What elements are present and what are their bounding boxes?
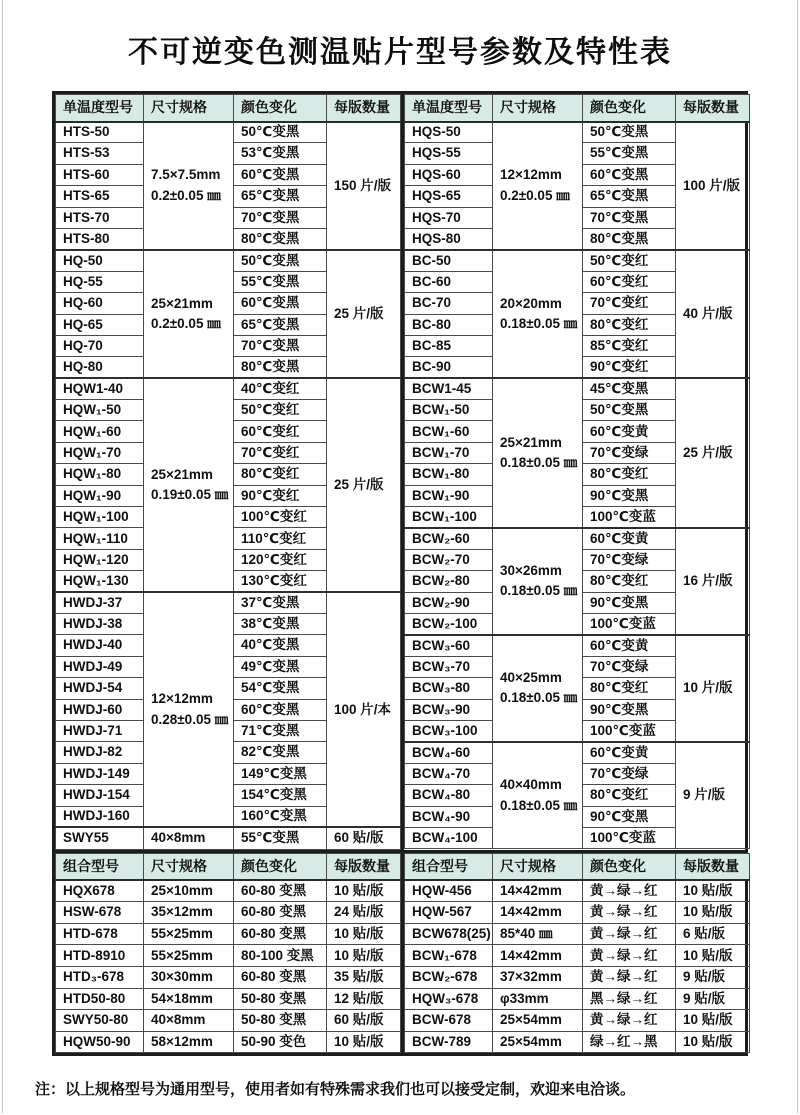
quantity-cell: 25 片/版: [676, 378, 750, 528]
model-cell: HWDJ-54: [56, 678, 144, 699]
color-change-cell: 黄→绿→红: [583, 945, 676, 967]
size-cell: 20×20mm 0.18±0.05 ㎜: [493, 250, 583, 378]
color-change-cell: 55℃变黑: [234, 827, 327, 849]
model-cell: BCW₃-100: [405, 720, 493, 741]
combo-table-right: [404, 853, 750, 1054]
model-cell: BCW₃-60: [405, 635, 493, 656]
color-change-cell: 65℃变黑: [583, 186, 676, 207]
quantity-cell: 100 片/版: [676, 122, 750, 250]
color-change-cell: 82℃变黑: [234, 742, 327, 763]
table-row: [405, 945, 750, 967]
table-row: [405, 250, 750, 271]
column-header: 尺寸规格: [144, 95, 234, 122]
model-cell: BCW₄-100: [405, 827, 493, 848]
table-row: [405, 1010, 750, 1032]
combo-right-half: [404, 853, 750, 1054]
column-header: 单温度型号: [405, 95, 493, 122]
color-change-cell: 50℃变黑: [583, 400, 676, 421]
size-cell: 30×30mm: [144, 967, 234, 989]
table-row: [56, 378, 401, 399]
column-header: 尺寸规格: [493, 95, 583, 122]
model-cell: HTS-60: [56, 164, 144, 185]
model-cell: BCW₂-70: [405, 549, 493, 570]
column-header: 颜色变化: [583, 853, 676, 880]
color-change-cell: 110℃变红: [234, 528, 327, 549]
size-cell: 55×25mm: [144, 945, 234, 967]
color-change-cell: 37℃变黑: [234, 592, 327, 613]
model-cell: HQS-50: [405, 122, 493, 143]
model-cell: HWDJ-149: [56, 763, 144, 784]
model-cell: HQW₁-110: [56, 528, 144, 549]
color-change-cell: 70℃变红: [234, 442, 327, 463]
color-change-cell: 100℃变蓝: [583, 827, 676, 848]
model-cell: BC-90: [405, 357, 493, 378]
model-cell: HQ-70: [56, 335, 144, 356]
model-cell: HWDJ-49: [56, 656, 144, 677]
color-change-cell: 149℃变黑: [234, 763, 327, 784]
column-header: 每版数量: [327, 95, 401, 122]
model-cell: HWDJ-37: [56, 592, 144, 613]
model-cell: HTS-80: [56, 228, 144, 249]
quantity-cell: 10 贴/版: [327, 945, 401, 967]
combo-table-left: [55, 853, 401, 1054]
color-change-cell: 70℃变黑: [234, 207, 327, 228]
model-cell: HQW₁-50: [56, 400, 144, 421]
quantity-cell: 9 片/版: [676, 742, 750, 849]
color-change-cell: 80℃变红: [583, 785, 676, 806]
color-change-cell: 60℃变黄: [583, 742, 676, 763]
size-cell: 54×18mm: [144, 988, 234, 1010]
model-cell: HQS-55: [405, 143, 493, 164]
color-change-cell: 90℃变黑: [583, 485, 676, 506]
model-cell: BCW₃-80: [405, 678, 493, 699]
color-change-cell: 50-80 变黑: [234, 988, 327, 1010]
color-change-cell: 黄→绿→红: [583, 1010, 676, 1032]
quantity-cell: 6 贴/版: [676, 923, 750, 945]
size-cell: 40×25mm 0.18±0.05 ㎜: [493, 635, 583, 742]
model-cell: HQS-60: [405, 164, 493, 185]
quantity-cell: 60 贴/版: [327, 1010, 401, 1032]
model-cell: HTD-678: [56, 923, 144, 945]
model-cell: HQS-80: [405, 228, 493, 249]
single-temp-table-right: [404, 94, 750, 849]
model-cell: HWDJ-38: [56, 613, 144, 634]
color-change-cell: 50-80 变黑: [234, 1010, 327, 1032]
model-cell: HQ-55: [56, 271, 144, 292]
single-temp-right-half: [404, 94, 750, 850]
model-cell: BCW₁-70: [405, 442, 493, 463]
model-cell: HQW-456: [405, 880, 493, 902]
model-cell: HQW₁-90: [56, 485, 144, 506]
model-cell: BCW₄-90: [405, 806, 493, 827]
model-cell: HWDJ-154: [56, 785, 144, 806]
model-cell: BC-80: [405, 314, 493, 335]
table-row: [405, 1031, 750, 1053]
size-cell: 55×25mm: [144, 923, 234, 945]
table-row: [56, 988, 401, 1010]
color-change-cell: 60℃变黄: [583, 635, 676, 656]
color-change-cell: 60℃变黑: [583, 164, 676, 185]
header-row: [405, 853, 750, 880]
quantity-cell: 10 贴/版: [676, 880, 750, 902]
model-cell: HWDJ-40: [56, 635, 144, 656]
model-cell: BCW₂-80: [405, 571, 493, 592]
color-change-cell: 绿→红→黑: [583, 1031, 676, 1053]
model-cell: HQS-65: [405, 186, 493, 207]
color-change-cell: 55℃变黑: [583, 143, 676, 164]
size-cell: 35×12mm: [144, 902, 234, 924]
size-cell: 37×32mm: [493, 967, 583, 989]
model-cell: HQW₁-100: [56, 507, 144, 528]
model-cell: HTS-65: [56, 186, 144, 207]
color-change-cell: 60℃变黄: [583, 421, 676, 442]
combo-left-half: [55, 853, 404, 1054]
color-change-cell: 50℃变红: [583, 250, 676, 271]
model-cell: HQW₃-678: [405, 988, 493, 1010]
size-cell: 7.5×7.5mm 0.2±0.05 ㎜: [144, 122, 234, 250]
model-cell: HTS-50: [56, 122, 144, 143]
table-row: [56, 592, 401, 613]
color-change-cell: 50-90 变色: [234, 1031, 327, 1053]
size-cell: φ33mm: [493, 988, 583, 1010]
table-row: [56, 827, 401, 849]
color-change-cell: 50℃变黑: [583, 122, 676, 143]
color-change-cell: 53℃变黑: [234, 143, 327, 164]
table-row: [405, 988, 750, 1010]
header-row: [56, 95, 401, 122]
size-cell: 25×21mm 0.18±0.05 ㎜: [493, 378, 583, 528]
color-change-cell: 黄→绿→红: [583, 880, 676, 902]
model-cell: BC-50: [405, 250, 493, 271]
model-cell: HQX678: [56, 880, 144, 902]
size-cell: 25×54mm: [493, 1010, 583, 1032]
model-cell: HWDJ-71: [56, 720, 144, 741]
model-cell: HQ-60: [56, 293, 144, 314]
quantity-cell: 16 片/版: [676, 528, 750, 635]
quantity-cell: 10 贴/版: [676, 902, 750, 924]
model-cell: BCW1-45: [405, 378, 493, 399]
color-change-cell: 70℃变绿: [583, 656, 676, 677]
color-change-cell: 100℃变蓝: [583, 613, 676, 634]
table-row: [405, 122, 750, 143]
model-cell: BCW-789: [405, 1031, 493, 1053]
color-change-cell: 黄→绿→红: [583, 967, 676, 989]
size-cell: 14×42mm: [493, 902, 583, 924]
column-header: 每版数量: [327, 853, 401, 880]
quantity-cell: 60 贴/版: [327, 827, 401, 849]
color-change-cell: 80℃变黑: [234, 357, 327, 378]
color-change-cell: 100℃变蓝: [583, 507, 676, 528]
single-temp-table-left: [55, 94, 401, 850]
table-row: [405, 635, 750, 656]
color-change-cell: 70℃变黑: [234, 335, 327, 356]
color-change-cell: 85℃变红: [583, 335, 676, 356]
size-cell: 25×54mm: [493, 1031, 583, 1053]
table-row: [405, 902, 750, 924]
page: [2, 0, 798, 1113]
model-cell: HWDJ-160: [56, 806, 144, 827]
model-cell: BCW₃-90: [405, 699, 493, 720]
color-change-cell: 80-100 变黑: [234, 945, 327, 967]
color-change-cell: 60℃变黑: [234, 293, 327, 314]
color-change-cell: 90℃变红: [234, 485, 327, 506]
color-change-cell: 60-80 变黑: [234, 967, 327, 989]
model-cell: BCW₄-70: [405, 763, 493, 784]
color-change-cell: 60-80 变黑: [234, 880, 327, 902]
color-change-cell: 45℃变黑: [583, 378, 676, 399]
color-change-cell: 70℃变绿: [583, 549, 676, 570]
color-change-cell: 70℃变红: [583, 293, 676, 314]
color-change-cell: 70℃变黑: [583, 207, 676, 228]
model-cell: BC-85: [405, 335, 493, 356]
model-cell: BCW₁-90: [405, 485, 493, 506]
column-header: 每版数量: [676, 95, 750, 122]
color-change-cell: 100℃变蓝: [583, 720, 676, 741]
color-change-cell: 38℃变黑: [234, 613, 327, 634]
table-row: [56, 902, 401, 924]
color-change-cell: 70℃变绿: [583, 763, 676, 784]
model-cell: HWDJ-82: [56, 742, 144, 763]
color-change-cell: 154℃变黑: [234, 785, 327, 806]
color-change-cell: 160℃变黑: [234, 806, 327, 827]
single-temp-section: [55, 94, 745, 850]
model-cell: HQW50-90: [56, 1031, 144, 1053]
size-cell: 25×10mm: [144, 880, 234, 902]
model-cell: BCW-678: [405, 1010, 493, 1032]
size-cell: 30×26mm 0.18±0.05 ㎜: [493, 528, 583, 635]
table-row: [405, 967, 750, 989]
quantity-cell: 40 片/版: [676, 250, 750, 378]
table-row: [56, 250, 401, 271]
quantity-cell: 10 片/版: [676, 635, 750, 742]
model-cell: HSW-678: [56, 902, 144, 924]
color-change-cell: 黄→绿→红: [583, 902, 676, 924]
column-header: 颜色变化: [234, 853, 327, 880]
color-change-cell: 50℃变黑: [234, 122, 327, 143]
color-change-cell: 54℃变黑: [234, 678, 327, 699]
table-row: [56, 967, 401, 989]
color-change-cell: 80℃变红: [583, 464, 676, 485]
quantity-cell: 10 贴/版: [327, 1031, 401, 1053]
quantity-cell: 10 贴/版: [676, 1010, 750, 1032]
color-change-cell: 55℃变黑: [234, 271, 327, 292]
model-cell: HQW1-40: [56, 378, 144, 399]
size-cell: 25×21mm 0.2±0.05 ㎜: [144, 250, 234, 378]
model-cell: BCW₄-80: [405, 785, 493, 806]
quantity-cell: 10 贴/版: [327, 923, 401, 945]
model-cell: HWDJ-60: [56, 699, 144, 720]
color-change-cell: 黑→绿→红: [583, 988, 676, 1010]
color-change-cell: 90℃变黑: [583, 806, 676, 827]
model-cell: HTD₃-678: [56, 967, 144, 989]
table-row: [56, 923, 401, 945]
model-cell: SWY55: [56, 827, 144, 849]
color-change-cell: 90℃变红: [583, 357, 676, 378]
model-cell: HTD-8910: [56, 945, 144, 967]
size-cell: 12×12mm 0.28±0.05 ㎜: [144, 592, 234, 827]
color-change-cell: 90℃变黑: [583, 699, 676, 720]
model-cell: HQW₁-130: [56, 571, 144, 592]
model-cell: BC-70: [405, 293, 493, 314]
color-change-cell: 50℃变红: [234, 400, 327, 421]
model-cell: HTD50-80: [56, 988, 144, 1010]
model-cell: BC-60: [405, 271, 493, 292]
model-cell: BCW₂-90: [405, 592, 493, 613]
quantity-cell: 100 片/本: [327, 592, 401, 827]
table-row: [405, 378, 750, 399]
color-change-cell: 70℃变绿: [583, 442, 676, 463]
model-cell: BCW₁-50: [405, 400, 493, 421]
table-row: [56, 1031, 401, 1053]
footer-note: 注：以上规格型号为通用型号，使用者如有特殊需求我们也可以接受定制，欢迎来电洽谈。: [35, 1081, 636, 1099]
table-row: [56, 122, 401, 143]
quantity-cell: 25 片/版: [327, 250, 401, 378]
color-change-cell: 80℃变红: [583, 571, 676, 592]
table-row: [405, 742, 750, 763]
color-change-cell: 60℃变黄: [583, 528, 676, 549]
model-cell: BCW₂-60: [405, 528, 493, 549]
model-cell: BCW₃-70: [405, 656, 493, 677]
color-change-cell: 40℃变红: [234, 378, 327, 399]
table-row: [56, 880, 401, 902]
color-change-cell: 90℃变黑: [583, 592, 676, 613]
model-cell: HQW₁-80: [56, 464, 144, 485]
color-change-cell: 80℃变红: [583, 678, 676, 699]
column-header: 尺寸规格: [493, 853, 583, 880]
table-row: [405, 880, 750, 902]
column-header: 单温度型号: [56, 95, 144, 122]
size-cell: 85*40 ㎜: [493, 923, 583, 945]
size-cell: 58×12mm: [144, 1031, 234, 1053]
size-cell: 12×12mm 0.2±0.05 ㎜: [493, 122, 583, 250]
model-cell: HQ-65: [56, 314, 144, 335]
header-row: [405, 95, 750, 122]
model-cell: BCW₁-80: [405, 464, 493, 485]
size-cell: 14×42mm: [493, 880, 583, 902]
size-cell: 40×8mm: [144, 1010, 234, 1032]
color-change-cell: 60-80 变黑: [234, 902, 327, 924]
color-change-cell: 80℃变红: [234, 464, 327, 485]
color-change-cell: 80℃变黑: [234, 228, 327, 249]
model-cell: HQW₁-70: [56, 442, 144, 463]
model-cell: BCW₁-100: [405, 507, 493, 528]
table-row: [405, 923, 750, 945]
color-change-cell: 60℃变红: [234, 421, 327, 442]
quantity-cell: 10 贴/版: [676, 945, 750, 967]
color-change-cell: 71℃变黑: [234, 720, 327, 741]
model-cell: BCW₂-678: [405, 967, 493, 989]
color-change-cell: 50℃变黑: [234, 250, 327, 271]
model-cell: HTS-70: [56, 207, 144, 228]
table-row: [56, 1010, 401, 1032]
quantity-cell: 9 贴/版: [676, 988, 750, 1010]
model-cell: BCW₂-100: [405, 613, 493, 634]
color-change-cell: 130℃变红: [234, 571, 327, 592]
color-change-cell: 100℃变红: [234, 507, 327, 528]
table-row: [56, 945, 401, 967]
column-header: 组合型号: [405, 853, 493, 880]
model-cell: BCW₁-60: [405, 421, 493, 442]
model-cell: HQ-80: [56, 357, 144, 378]
model-cell: HQW₁-120: [56, 549, 144, 570]
spec-table: [52, 91, 748, 1056]
color-change-cell: 65℃变黑: [234, 186, 327, 207]
model-cell: HQ-50: [56, 250, 144, 271]
color-change-cell: 60-80 变黑: [234, 923, 327, 945]
column-header: 每版数量: [676, 853, 750, 880]
size-cell: 40×8mm: [144, 827, 234, 849]
color-change-cell: 60℃变黑: [234, 164, 327, 185]
color-change-cell: 80℃变红: [583, 314, 676, 335]
column-header: 组合型号: [56, 853, 144, 880]
quantity-cell: 12 贴/版: [327, 988, 401, 1010]
quantity-cell: 10 贴/版: [676, 1031, 750, 1053]
quantity-cell: 9 贴/版: [676, 967, 750, 989]
model-cell: HQS-70: [405, 207, 493, 228]
model-cell: SWY50-80: [56, 1010, 144, 1032]
model-cell: BCW₁-678: [405, 945, 493, 967]
page-title: 不可逆变色测温贴片型号参数及特性表: [128, 36, 672, 69]
quantity-cell: 24 贴/版: [327, 902, 401, 924]
quantity-cell: 150 片/版: [327, 122, 401, 250]
size-cell: 25×21mm 0.19±0.05 ㎜: [144, 378, 234, 592]
color-change-cell: 40℃变黑: [234, 635, 327, 656]
color-change-cell: 120℃变红: [234, 549, 327, 570]
header-row: [56, 853, 401, 880]
column-header: 颜色变化: [583, 95, 676, 122]
model-cell: HQW₁-60: [56, 421, 144, 442]
quantity-cell: 10 贴/版: [327, 880, 401, 902]
color-change-cell: 65℃变黑: [234, 314, 327, 335]
color-change-cell: 80℃变黑: [583, 228, 676, 249]
model-cell: BCW₄-60: [405, 742, 493, 763]
quantity-cell: 35 贴/版: [327, 967, 401, 989]
column-header: 尺寸规格: [144, 853, 234, 880]
color-change-cell: 黄→绿→红: [583, 923, 676, 945]
color-change-cell: 60℃变黑: [234, 699, 327, 720]
column-header: 颜色变化: [234, 95, 327, 122]
model-cell: BCW678(25): [405, 923, 493, 945]
quantity-cell: 25 片/版: [327, 378, 401, 592]
model-cell: HTS-53: [56, 143, 144, 164]
combo-section: [55, 850, 745, 1054]
color-change-cell: 60℃变红: [583, 271, 676, 292]
color-change-cell: 49℃变黑: [234, 656, 327, 677]
size-cell: 14×42mm: [493, 945, 583, 967]
size-cell: 40×40mm 0.18±0.05 ㎜: [493, 742, 583, 849]
single-temp-left-half: [55, 94, 404, 850]
table-row: [405, 528, 750, 549]
model-cell: HQW-567: [405, 902, 493, 924]
